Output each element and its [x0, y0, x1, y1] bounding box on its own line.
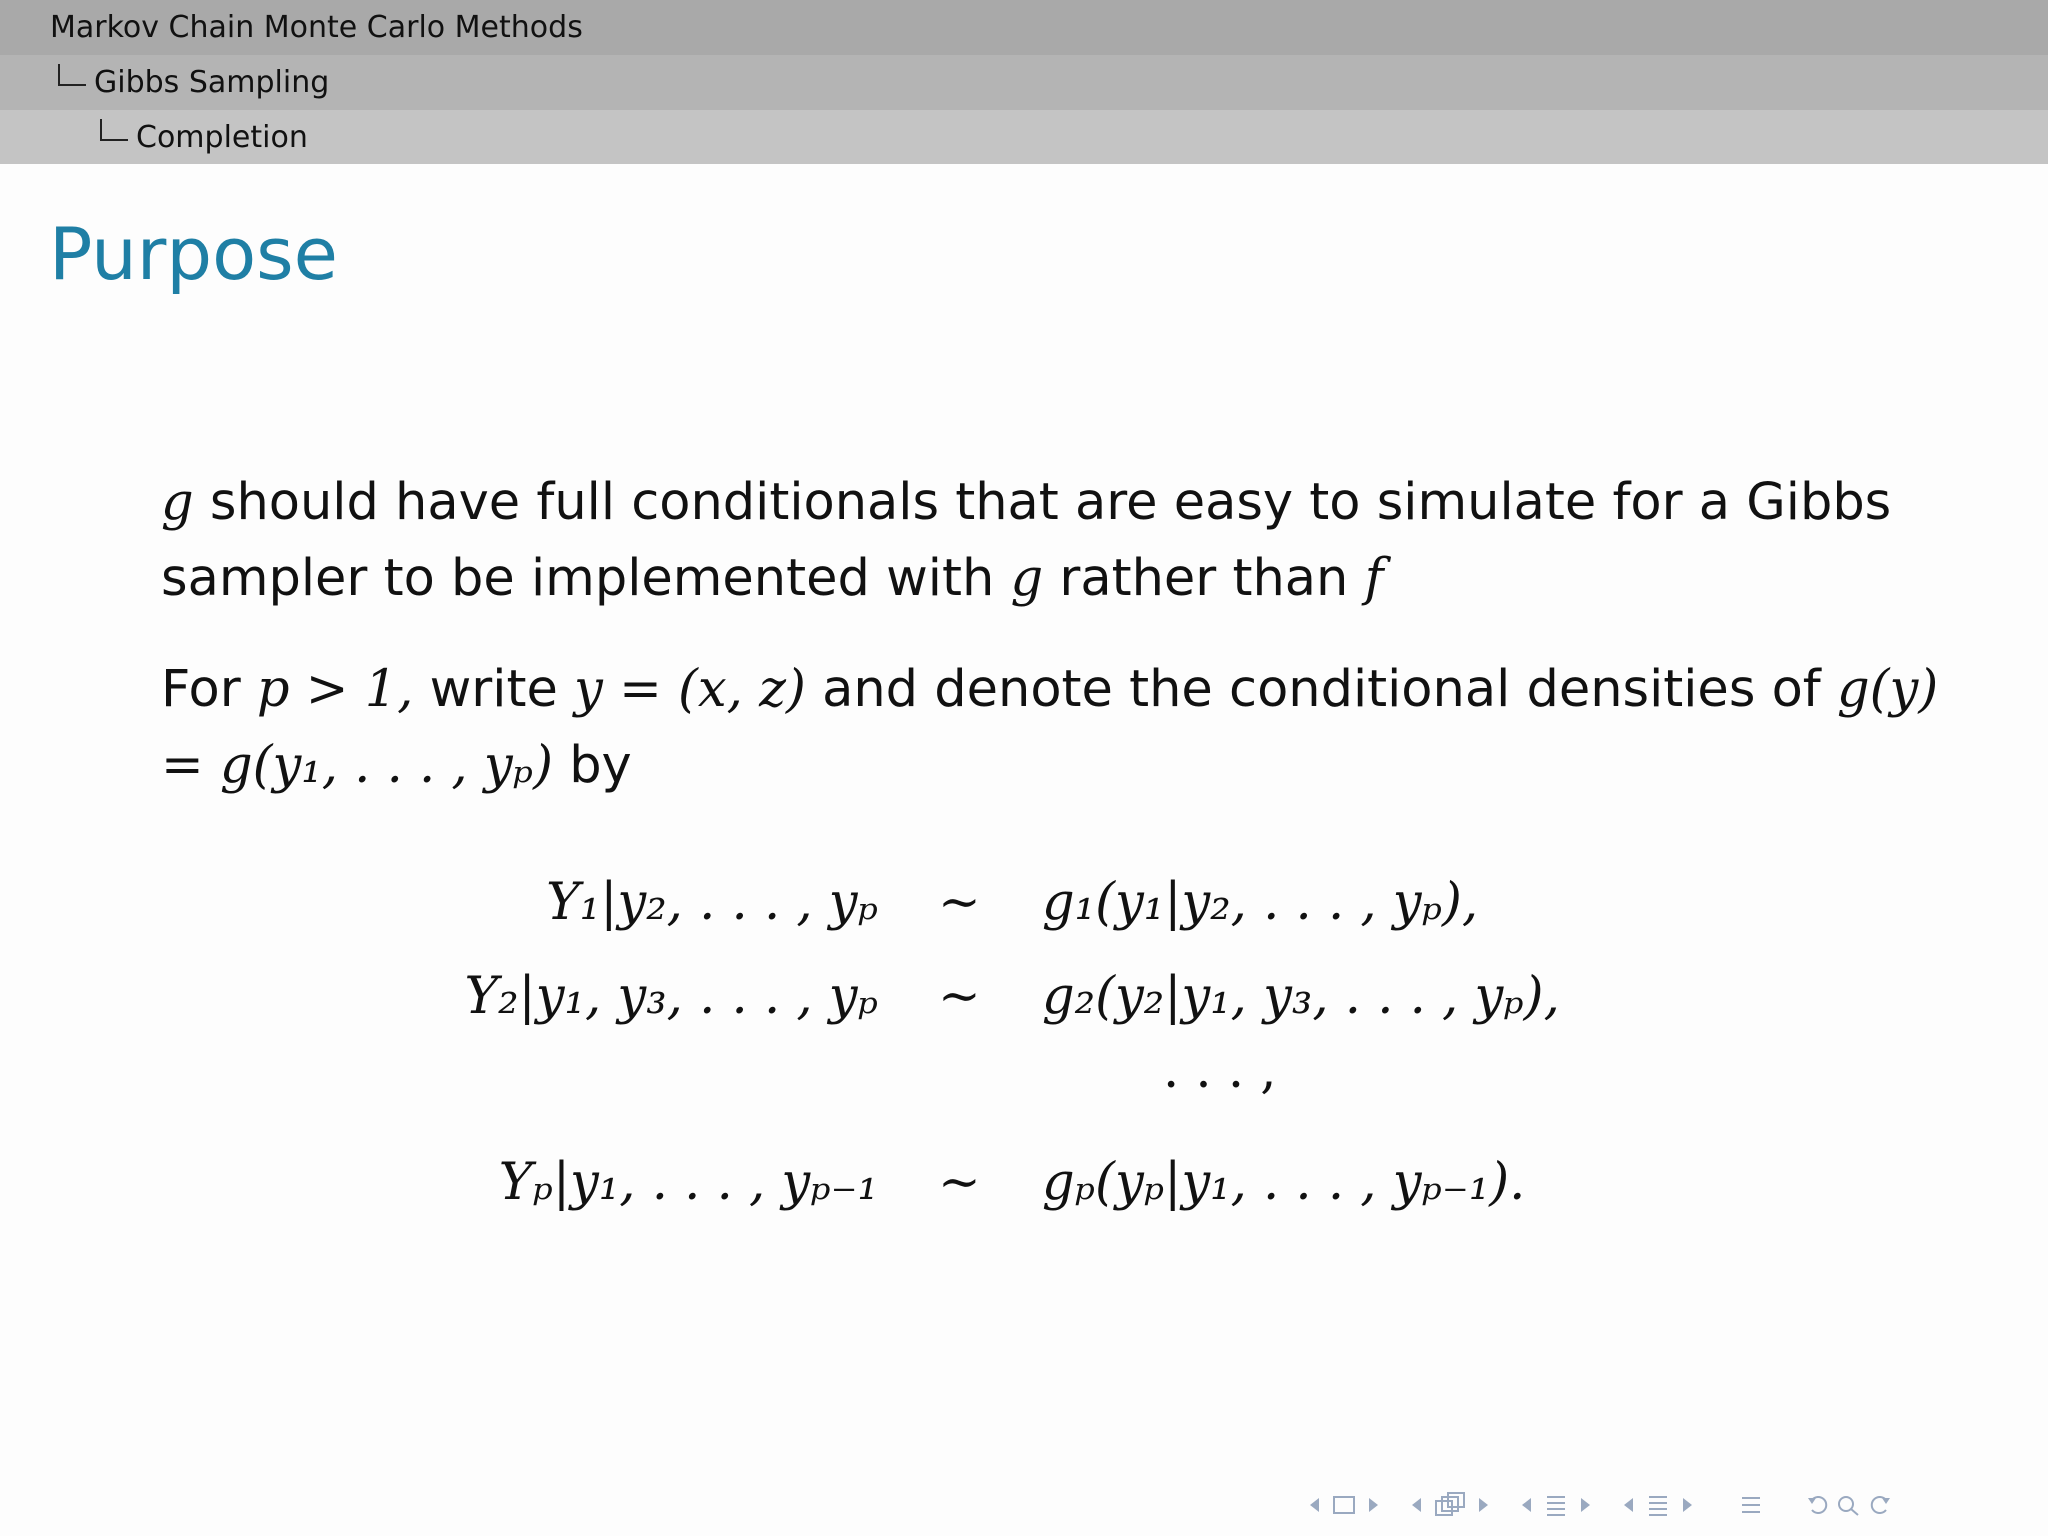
arrow-left-icon[interactable] [1522, 1498, 1531, 1512]
arrow-right-icon[interactable] [1683, 1498, 1692, 1512]
paragraph-text: and denote the conditional densities of [822, 660, 1821, 719]
frame-icon[interactable] [1333, 1496, 1355, 1514]
math-expression: g(y) = g(y₁, . . . , yₚ) [161, 660, 1939, 795]
subsection-icon[interactable] [1435, 1492, 1465, 1518]
redo-icon[interactable] [1866, 1494, 1892, 1516]
math-g: g [161, 473, 194, 532]
arrow-right-icon[interactable] [1479, 1498, 1488, 1512]
section-icon[interactable] [1545, 1494, 1567, 1516]
nav-section-group[interactable] [1522, 1494, 1590, 1516]
arrow-left-icon[interactable] [1624, 1498, 1633, 1512]
nav-subsection-group[interactable] [1412, 1492, 1488, 1518]
equation-row [0, 962, 2048, 1032]
beamer-navigation-bar [1310, 1488, 1892, 1522]
nav-presentation-group[interactable] [1624, 1494, 1692, 1516]
equation-relation: ∼ [938, 1153, 981, 1212]
slide-title: Purpose [49, 212, 338, 296]
paragraph-text: rather than [1059, 549, 1349, 608]
equation-row [0, 868, 2048, 938]
math-g: g [1010, 549, 1044, 608]
tree-branch-icon [100, 119, 128, 141]
search-icon[interactable] [1836, 1494, 1862, 1516]
paragraph-text: by [569, 736, 632, 795]
breadcrumb-level1[interactable] [0, 0, 2048, 55]
equation-ellipsis: . . . , [1163, 1041, 1277, 1100]
paragraph-definition [161, 652, 1991, 804]
arrow-right-icon[interactable] [1369, 1498, 1378, 1512]
equation-rhs: g₂(y₂|y₁, y₃, . . . , yₚ), [1042, 967, 1560, 1026]
math-condition: p > 1, [256, 660, 414, 719]
breadcrumb-level2-label: Gibbs Sampling [94, 65, 330, 100]
arrow-left-icon[interactable] [1412, 1498, 1421, 1512]
equation-rhs: g₁(y₁|y₂, . . . , yₚ), [1042, 873, 1479, 932]
arrow-right-icon[interactable] [1581, 1498, 1590, 1512]
breadcrumb-level3[interactable] [0, 110, 2048, 164]
equation-relation: ∼ [938, 873, 981, 932]
equation-row [0, 1148, 2048, 1218]
equation-lhs: Y₁|y₂, . . . , yₚ [546, 873, 878, 932]
breadcrumb-level2[interactable] [0, 55, 2048, 110]
math-f: f [1364, 549, 1384, 608]
breadcrumb-level3-label: Completion [136, 120, 308, 155]
arrow-left-icon[interactable] [1310, 1498, 1319, 1512]
equation-rhs: gₚ(yₚ|y₁, . . . , yₚ₋₁). [1042, 1153, 1526, 1212]
equation-relation: ∼ [938, 967, 981, 1026]
tree-branch-icon [58, 64, 86, 86]
align-icon[interactable] [1740, 1494, 1762, 1516]
paragraph-purpose [161, 465, 1991, 617]
paragraph-text: should have full conditionals that are easy to simulate for a Gibbs sampler to be implemented with [161, 473, 1892, 608]
equation-row-ellipsis [0, 1036, 2048, 1106]
equation-lhs: Yₚ|y₁, . . . , yₚ₋₁ [498, 1153, 878, 1212]
presentation-icon[interactable] [1647, 1494, 1669, 1516]
equation-lhs: Y₂|y₁, y₃, . . . , yₚ [464, 967, 878, 1026]
breadcrumb-level1-label: Markov Chain Monte Carlo Methods [50, 10, 583, 45]
paragraph-text: write [429, 660, 558, 719]
nav-frame-group[interactable] [1310, 1496, 1378, 1514]
paragraph-text: For [161, 660, 241, 719]
undo-icon[interactable] [1806, 1494, 1832, 1516]
math-definition: y = (x, z) [574, 660, 806, 719]
